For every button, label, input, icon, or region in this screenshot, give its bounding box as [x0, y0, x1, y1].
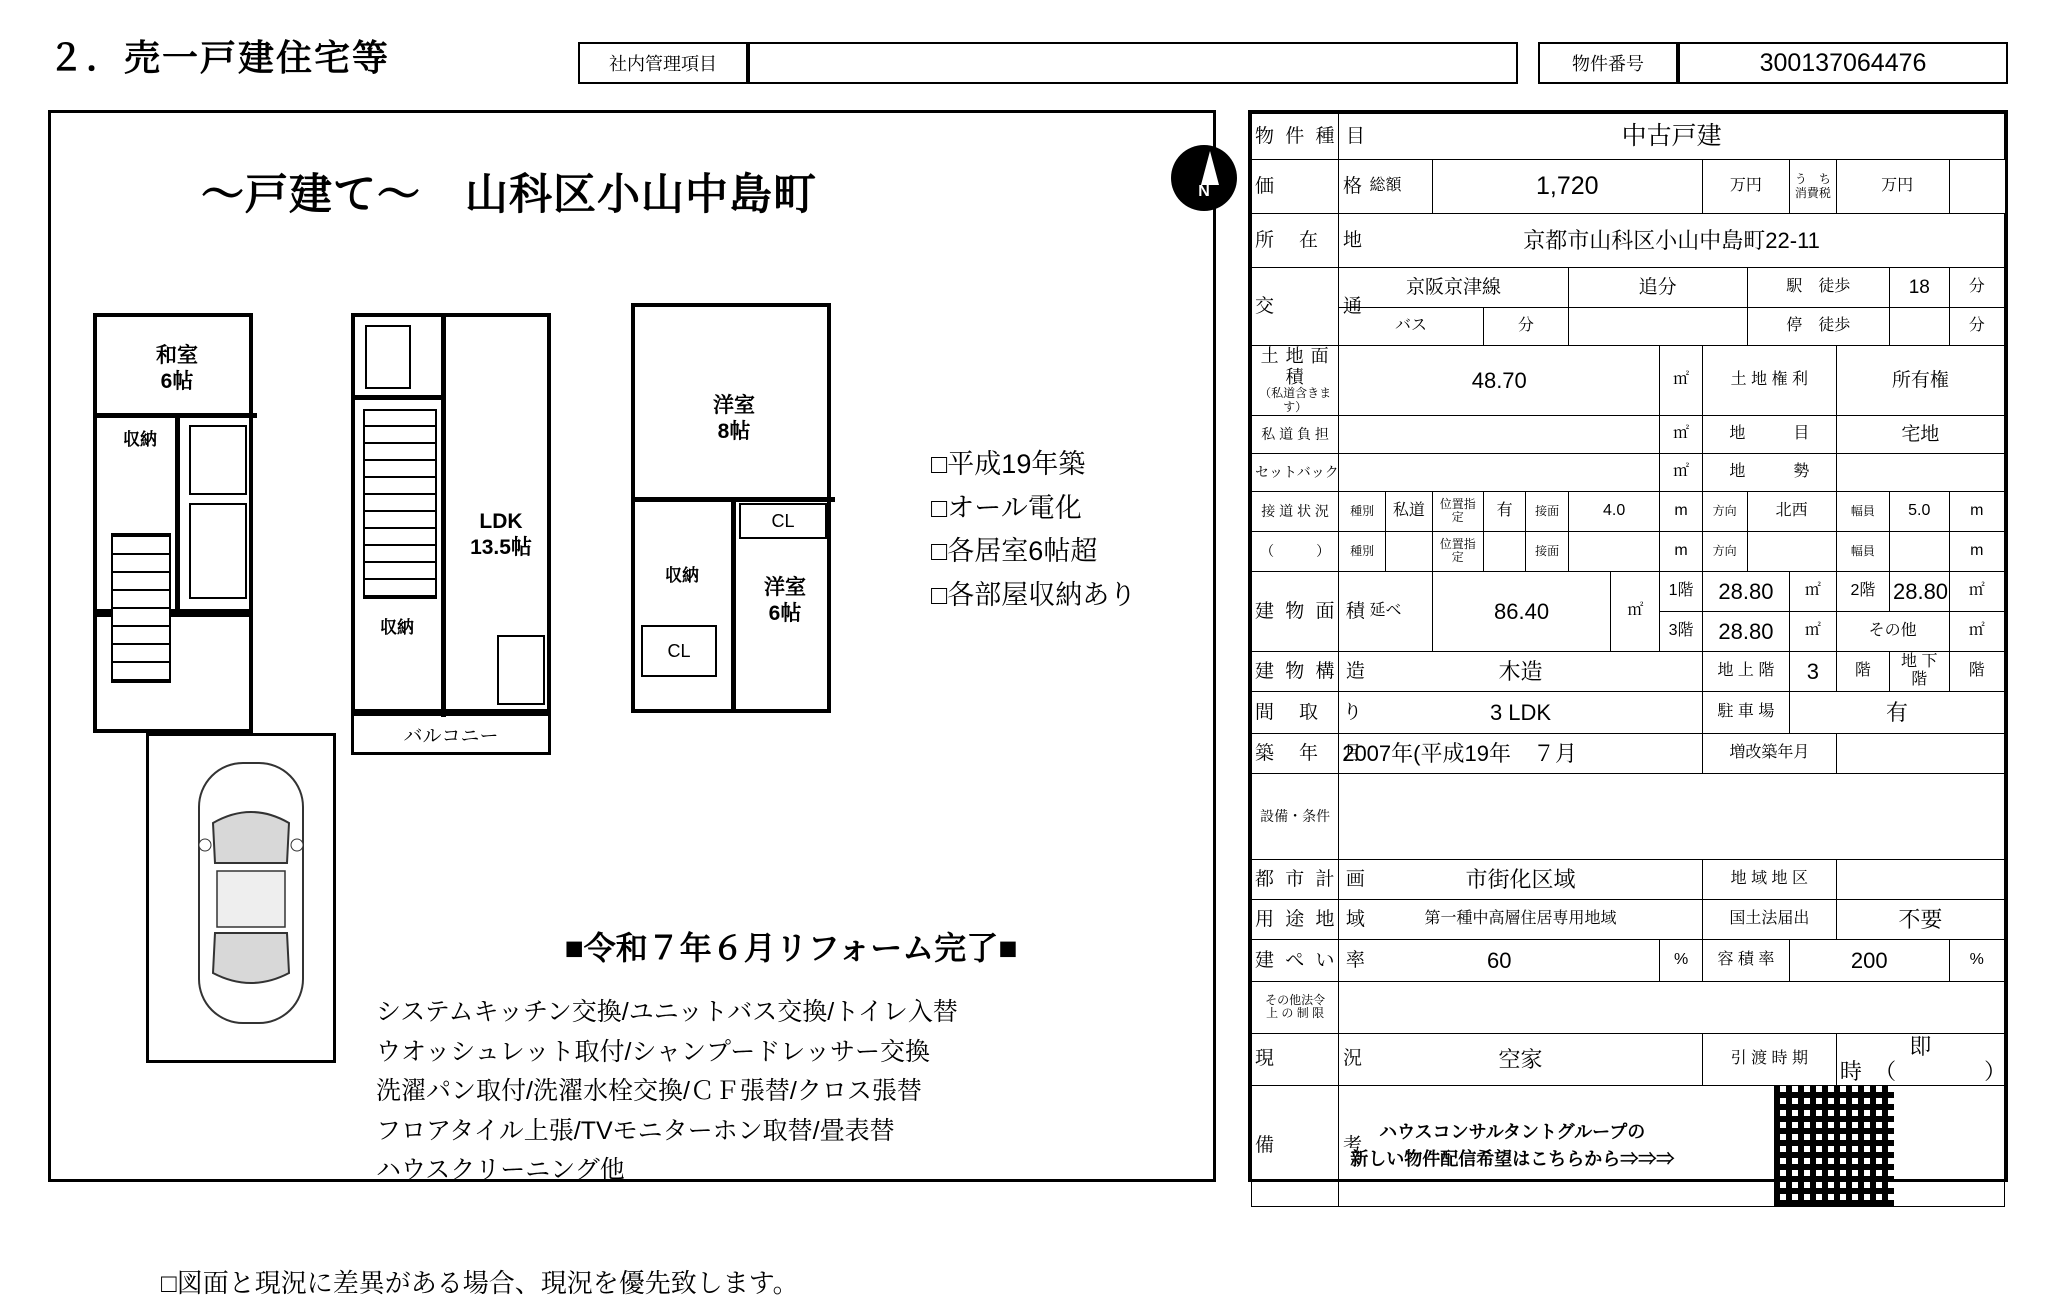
building-area-unit: ㎡ [1611, 571, 1660, 651]
road-type-label: 種別 [1339, 491, 1386, 531]
kenpei-unit: % [1660, 939, 1703, 981]
setback-value [1339, 453, 1660, 491]
document-header [0, 0, 2056, 92]
road-touch-label: 接面 [1526, 491, 1569, 531]
road-touch-value-2 [1568, 531, 1659, 571]
kitchen-2f [497, 635, 545, 705]
road-position-value: 有 [1483, 491, 1526, 531]
road-touch-unit: m [1660, 491, 1703, 531]
parking-label: 駐 車 場 [1702, 691, 1789, 733]
land-area-unit: ㎡ [1660, 346, 1703, 416]
land-right-label: 土 地 権 利 [1702, 346, 1836, 416]
property-number-value: 300137064476 [1678, 42, 2008, 84]
room-label-closet-3f: 収納 [665, 566, 699, 585]
remarks-text: ハウスコンサルタントグループの 新しい物件配信希望はこちらから⇒⇒⇒ [1350, 1121, 1675, 1169]
remarks-cell [1339, 1085, 2005, 1206]
address-label: 所 在 地 [1252, 214, 1339, 268]
stop-walk-label: 停 徒歩 [1747, 308, 1889, 346]
kenpei-value: 60 [1339, 939, 1660, 981]
reform-item: ハウスクリーニング他 [376, 1156, 625, 1184]
setback-unit: ㎡ [1660, 453, 1703, 491]
yoseki-unit: % [1949, 939, 2004, 981]
road-direction-label-2: 方向 [1702, 531, 1747, 571]
floor1-value: 28.80 [1702, 571, 1789, 611]
below-ground-unit: 階 [1949, 651, 2004, 691]
city-plan-label: 都 市 計 画 [1252, 859, 1339, 899]
price-total-value: 1,720 [1432, 160, 1702, 214]
built-label: 築 年 月 [1252, 733, 1339, 773]
chimoku-label: 地 目 [1702, 415, 1836, 453]
above-ground-unit: 階 [1836, 651, 1889, 691]
floor2-unit: ㎡ [1949, 571, 2004, 611]
stop-walk-value [1889, 308, 1949, 346]
kind-value: 中古戸建 [1339, 114, 2005, 160]
disclaimer-note: □図面と現況に差異がある場合、現況を優先致します。 [161, 1268, 799, 1298]
building-area-nobe-label: 延ベ [1339, 571, 1433, 651]
district-label: 地 域 地 区 [1702, 859, 1836, 899]
road-width-label-2: 幅員 [1836, 531, 1889, 571]
floor3-unit: ㎡ [1790, 611, 1837, 651]
district-value [1836, 859, 2004, 899]
handover-value: 即時 （ ） [1836, 1033, 2004, 1085]
road-width-value-2 [1889, 531, 1949, 571]
stairs-2f [363, 409, 437, 599]
status-value: 空家 [1339, 1033, 1703, 1085]
road-touch-label-2: 接面 [1526, 531, 1569, 571]
land-right-value: 所有権 [1836, 346, 2004, 416]
land-area-label: 土 地 面 積 （私道含きます） [1252, 346, 1339, 416]
bus-time-label: 分 [1483, 308, 1568, 346]
floorplan-3f [631, 303, 831, 713]
building-area-label: 建 物 面 積 [1252, 571, 1339, 651]
structure-label: 建 物 構 造 [1252, 651, 1339, 691]
renovation-label: 増改築年月 [1702, 733, 1836, 773]
parking-value: 有 [1790, 691, 2005, 733]
other-floor-label: その他 [1836, 611, 1949, 651]
chisei-label: 地 勢 [1702, 453, 1836, 491]
room-label-yoshitsu-8: 洋室 8帖 [713, 394, 755, 444]
floor3-label: 3階 [1660, 611, 1703, 651]
reform-banner: ■令和７年６月リフォーム完了■ [564, 930, 1018, 966]
private-road-unit: ㎡ [1660, 415, 1703, 453]
traffic-station: 追分 [1568, 268, 1747, 308]
internal-mgmt-value [748, 42, 1518, 84]
chisei-value [1836, 453, 2004, 491]
balcony-2f: バルコニー [351, 713, 551, 755]
other-law-label: その他法令 上 の 制 限 [1252, 981, 1339, 1033]
feature-item: □各居室6帖超 [931, 536, 1098, 567]
road-type-value: 私道 [1385, 491, 1432, 531]
price-label: 価 格 [1252, 160, 1339, 214]
closet-cl-1: CL [739, 503, 827, 539]
floorplan-panel [48, 110, 1216, 1298]
road-width-unit-2: m [1949, 531, 2004, 571]
kind-label: 物 件 種 目 [1252, 114, 1339, 160]
equipment-value [1339, 773, 2005, 859]
property-spec-table [1248, 110, 2008, 1182]
bus-blank [1568, 308, 1747, 346]
listing-title: ～戸建て～ 山科区小山中島町 [201, 171, 817, 219]
road-direction-value: 北西 [1747, 491, 1836, 531]
above-ground-label: 地 上 階 [1702, 651, 1789, 691]
consumption-tax-label: う ち 消費税 [1790, 160, 1837, 214]
floor2-label: 2階 [1836, 571, 1889, 611]
handover-label: 引 渡 時 期 [1702, 1033, 1836, 1085]
station-walk-unit: 分 [1949, 268, 2004, 308]
feature-item: □各部屋収納あり [931, 580, 1137, 611]
price-total-label: 総額 [1339, 160, 1433, 214]
remarks-label: 備 考 [1252, 1085, 1339, 1206]
room-label-washitsu: 和室 6帖 [156, 344, 198, 394]
other-floor-unit: ㎡ [1949, 611, 2004, 651]
road-type-label-2: 種別 [1339, 531, 1386, 571]
station-walk-label: 駅 徒歩 [1747, 268, 1889, 308]
private-road-value [1339, 415, 1660, 453]
private-road-label: 私 道 負 担 [1252, 415, 1339, 453]
floorplan-2f [351, 313, 551, 713]
below-ground-label: 地 下 階 [1889, 651, 1949, 691]
road-direction-value-2 [1747, 531, 1836, 571]
road-width-label: 幅員 [1836, 491, 1889, 531]
land-area-value: 48.70 [1339, 346, 1660, 416]
above-ground-value: 3 [1790, 651, 1837, 691]
property-number-label: 物件番号 [1538, 42, 1678, 84]
road-width-value: 5.0 [1889, 491, 1949, 531]
room-label-closet-2f: 収納 [380, 618, 414, 637]
stop-walk-unit: 分 [1949, 308, 2004, 346]
reform-detail-list [376, 993, 958, 1191]
internal-mgmt-label: 社内管理項目 [578, 42, 748, 84]
setback-label: セットバック [1252, 453, 1339, 491]
road-width-unit: m [1949, 491, 2004, 531]
road-label-2: （ ） [1252, 531, 1339, 571]
room-label-yoshitsu-6: 洋室 6帖 [764, 576, 806, 626]
road-label: 接 道 状 況 [1252, 491, 1339, 531]
layout-label: 間 取 り [1252, 691, 1339, 733]
structure-value: 木造 [1339, 651, 1703, 691]
price-unit: 万円 [1702, 160, 1789, 214]
built-value: 2007年(平成19年 ７月 [1339, 733, 1703, 773]
car-illustration [191, 753, 311, 1033]
city-plan-value: 市街化区域 [1339, 859, 1703, 899]
qr-code[interactable] [1774, 1086, 1894, 1206]
road-direction-label: 方向 [1702, 491, 1747, 531]
layout-value: 3 LDK [1339, 691, 1703, 733]
room-label-ldk: LDK 13.5帖 [470, 510, 532, 560]
usage-label: 用 途 地 域 [1252, 899, 1339, 939]
toilet-2f [365, 325, 411, 389]
floor1-label: 1階 [1660, 571, 1703, 611]
yoseki-label: 容 積 率 [1702, 939, 1789, 981]
kokudo-label: 国土法届出 [1702, 899, 1836, 939]
reform-item: 洗濯パン取付/洗濯水栓交換/ＣＦ張替/クロス張替 [376, 1077, 922, 1105]
feature-item: □平成19年築 [931, 449, 1086, 479]
road-type-value-2 [1385, 531, 1432, 571]
chimoku-value: 宅地 [1836, 415, 2004, 453]
kokudo-value: 不要 [1836, 899, 2004, 939]
traffic-line: 京阪京津線 [1339, 268, 1569, 308]
room-label-closet-1f: 収納 [123, 430, 157, 449]
equipment-label: 設備・条件 [1252, 773, 1339, 859]
stairs-1f [111, 533, 171, 683]
other-law-value [1339, 981, 2005, 1033]
status-label: 現 況 [1252, 1033, 1339, 1085]
reform-item: フロアタイル上張/TVモニターホン取替/畳表替 [376, 1116, 895, 1145]
building-area-value: 86.40 [1432, 571, 1611, 651]
closet-cl-2: CL [641, 625, 717, 677]
address-value: 京都市山科区小山中島町22-11 [1339, 214, 2005, 268]
renovation-value [1836, 733, 2004, 773]
station-walk-value: 18 [1889, 268, 1949, 308]
road-touch-value: 4.0 [1568, 491, 1659, 531]
compass-north-icon [1171, 145, 1237, 211]
floor3-value: 28.80 [1702, 611, 1789, 651]
road-position-label: 位置指定 [1432, 491, 1483, 531]
bus-label: バス [1339, 308, 1484, 346]
kenpei-label: 建 ぺ い 率 [1252, 939, 1339, 981]
feature-list [931, 443, 1136, 618]
consumption-tax-value: 万円 [1836, 160, 1949, 214]
feature-item: □オール電化 [931, 492, 1082, 523]
road-touch-unit-2: m [1660, 531, 1703, 571]
floor1-unit: ㎡ [1790, 571, 1837, 611]
road-position-value-2 [1483, 531, 1526, 571]
traffic-label: 交 通 [1252, 268, 1339, 346]
reform-item: システムキッチン交換/ユニットバス交換/トイレ入替 [376, 998, 958, 1026]
yoseki-value: 200 [1790, 939, 1950, 981]
road-position-label-2: 位置指定 [1432, 531, 1483, 571]
usage-value: 第一種中高層住居専用地域 [1339, 899, 1703, 939]
page-title: ２．売一戸建住宅等 [48, 37, 391, 78]
floor2-value: 28.80 [1889, 571, 1949, 611]
compass-label: N [1198, 183, 1210, 200]
reform-item: ウオッシュレット取付/シャンプードレッサー交換 [376, 1037, 930, 1066]
